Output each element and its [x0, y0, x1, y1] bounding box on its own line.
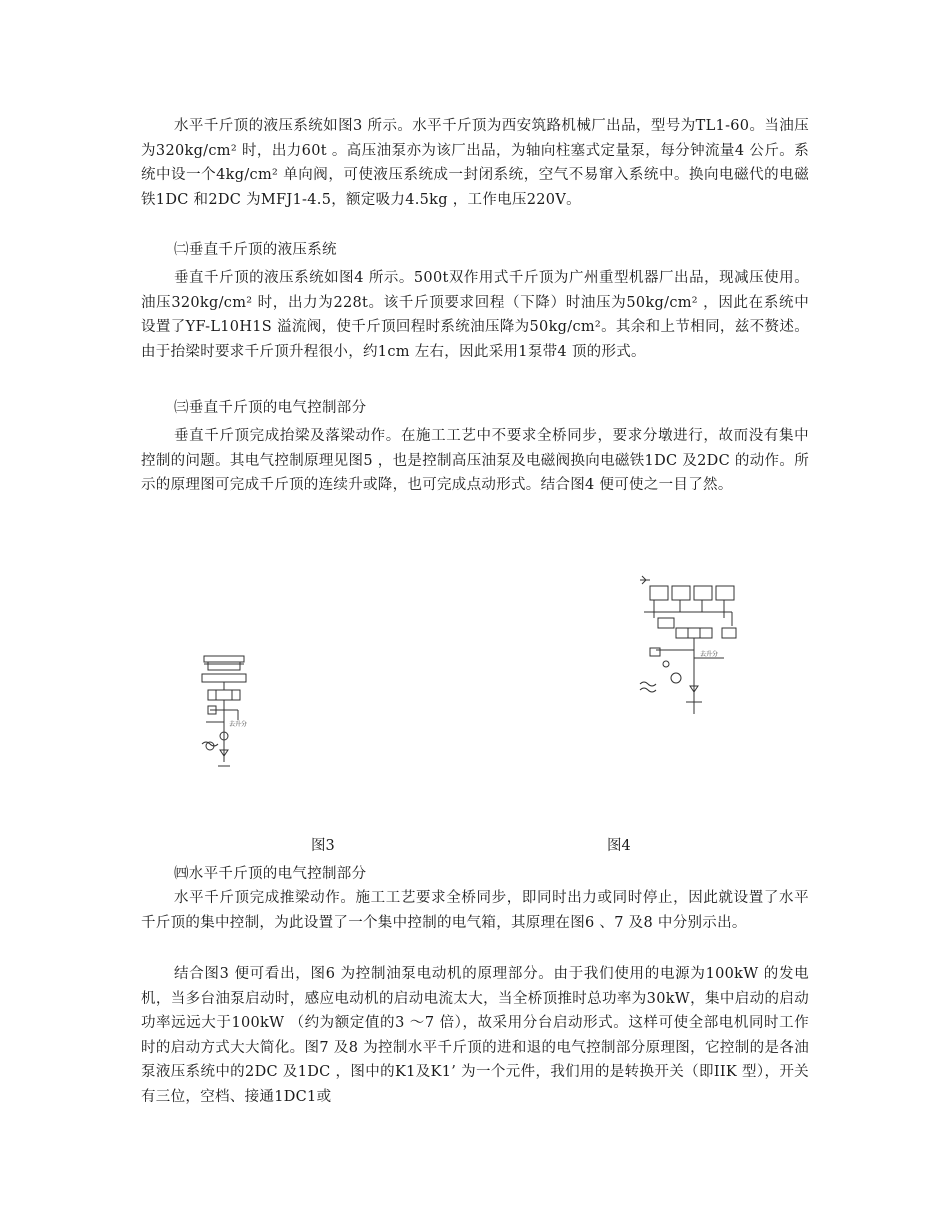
figure-3-hydraulic-diagram [196, 650, 256, 770]
figure-3-schematic [196, 650, 256, 770]
paragraph-vertical-hydraulic: 垂直千斤顶的液压系统如图4 所示。500t双作用式千斤顶为广州重型机器厂出品，现减压使用。油压320kg/cm² 时，出力为228t。该千斤顶要求回程（下降）时油压为50kg/cm² ，因此在系统中设置了YF-L10H1S 溢流阀，使千斤顶回程时系统油压降为50kg/cm²。其余和上节相同，兹不赘述。由于抬梁时要求千斤顶升程很小，约1cm 左右，因此采用1泵带4 顶的形式。 [141, 270, 809, 360]
heading-vertical-electrical: ㈢垂直千斤顶的电气控制部分 [174, 400, 367, 416]
figure-4-caption: 图4 [607, 838, 631, 854]
figure-3-label: 去升分 [229, 721, 248, 728]
heading-horizontal-electrical: ㈣水平千斤顶的电气控制部分 [174, 866, 367, 882]
heading-vertical-hydraulic: ㈡垂直千斤顶的液压系统 [174, 242, 337, 258]
figure-4-schematic [636, 572, 748, 718]
figure-4-label: 去升分 [700, 651, 719, 658]
paragraph-vertical-electrical: 垂直千斤顶完成抬梁及落梁动作。在施工工艺中不要求全桥同步，要求分墩进行，故而没有集中控制的问题。其电气控制原理见图5 ，也是控制高压油泵及电磁阀换向电磁铁1DC 及2DC 的动作。所示的原理图可完成千斤顶的连续升或降，也可完成点动形式。结合图4 便可使之一目了然。 [141, 428, 809, 493]
figure-3-caption: 图3 [311, 838, 335, 854]
paragraph-horizontal-electrical: 水平千斤顶完成推梁动作。施工工艺要求全桥同步，即同时出力或同时停止，因此就设置了水平千斤顶的集中控制，为此设置了一个集中控制的电气箱，其原理在图6 、7 及8 中分别示出。 [141, 890, 809, 931]
paragraph-motor-control: 结合图3 便可看出，图6 为控制油泵电动机的原理部分。由于我们使用的电源为100kW 的发电机，当多台油泵启动时，感应电动机的启动电流太大，当全桥顶推时总功率为30kW，集中启动的启动功率远远大于100kW （约为额定值的3 ～7 倍），故采用分台启动形式。这样可使全部电机同时工作时的启动方式大大简化。图7 及8 为控制水平千斤顶的进和退的电气控制部分原理图，它控制的是各油泵液压系统中的2DC 及1DC ，图中的K1及K1’ 为一个元件，我们用的是转换开关（即IIK 型），开关有三位，空档、接通1DC1或 [141, 966, 809, 1105]
paragraph-horizontal-hydraulic: 水平千斤顶的液压系统如图3 所示。水平千斤顶为西安筑路机械厂出品，型号为TL1-60。当油压为320kg/cm² 时，出力60t 。高压油泵亦为该厂出品，为轴向柱塞式定量泵，每分钟流量4 公斤。系统中设一个4kg/cm² 单向阀，可使液压系统成一封闭系统，空气不易窜入系统中。换向电磁代的电磁铁1DC 和2DC 为MFJ1-4.5，额定吸力4.5kg ，工作电压220V。 [141, 118, 809, 208]
figure-4-hydraulic-diagram [636, 572, 748, 718]
